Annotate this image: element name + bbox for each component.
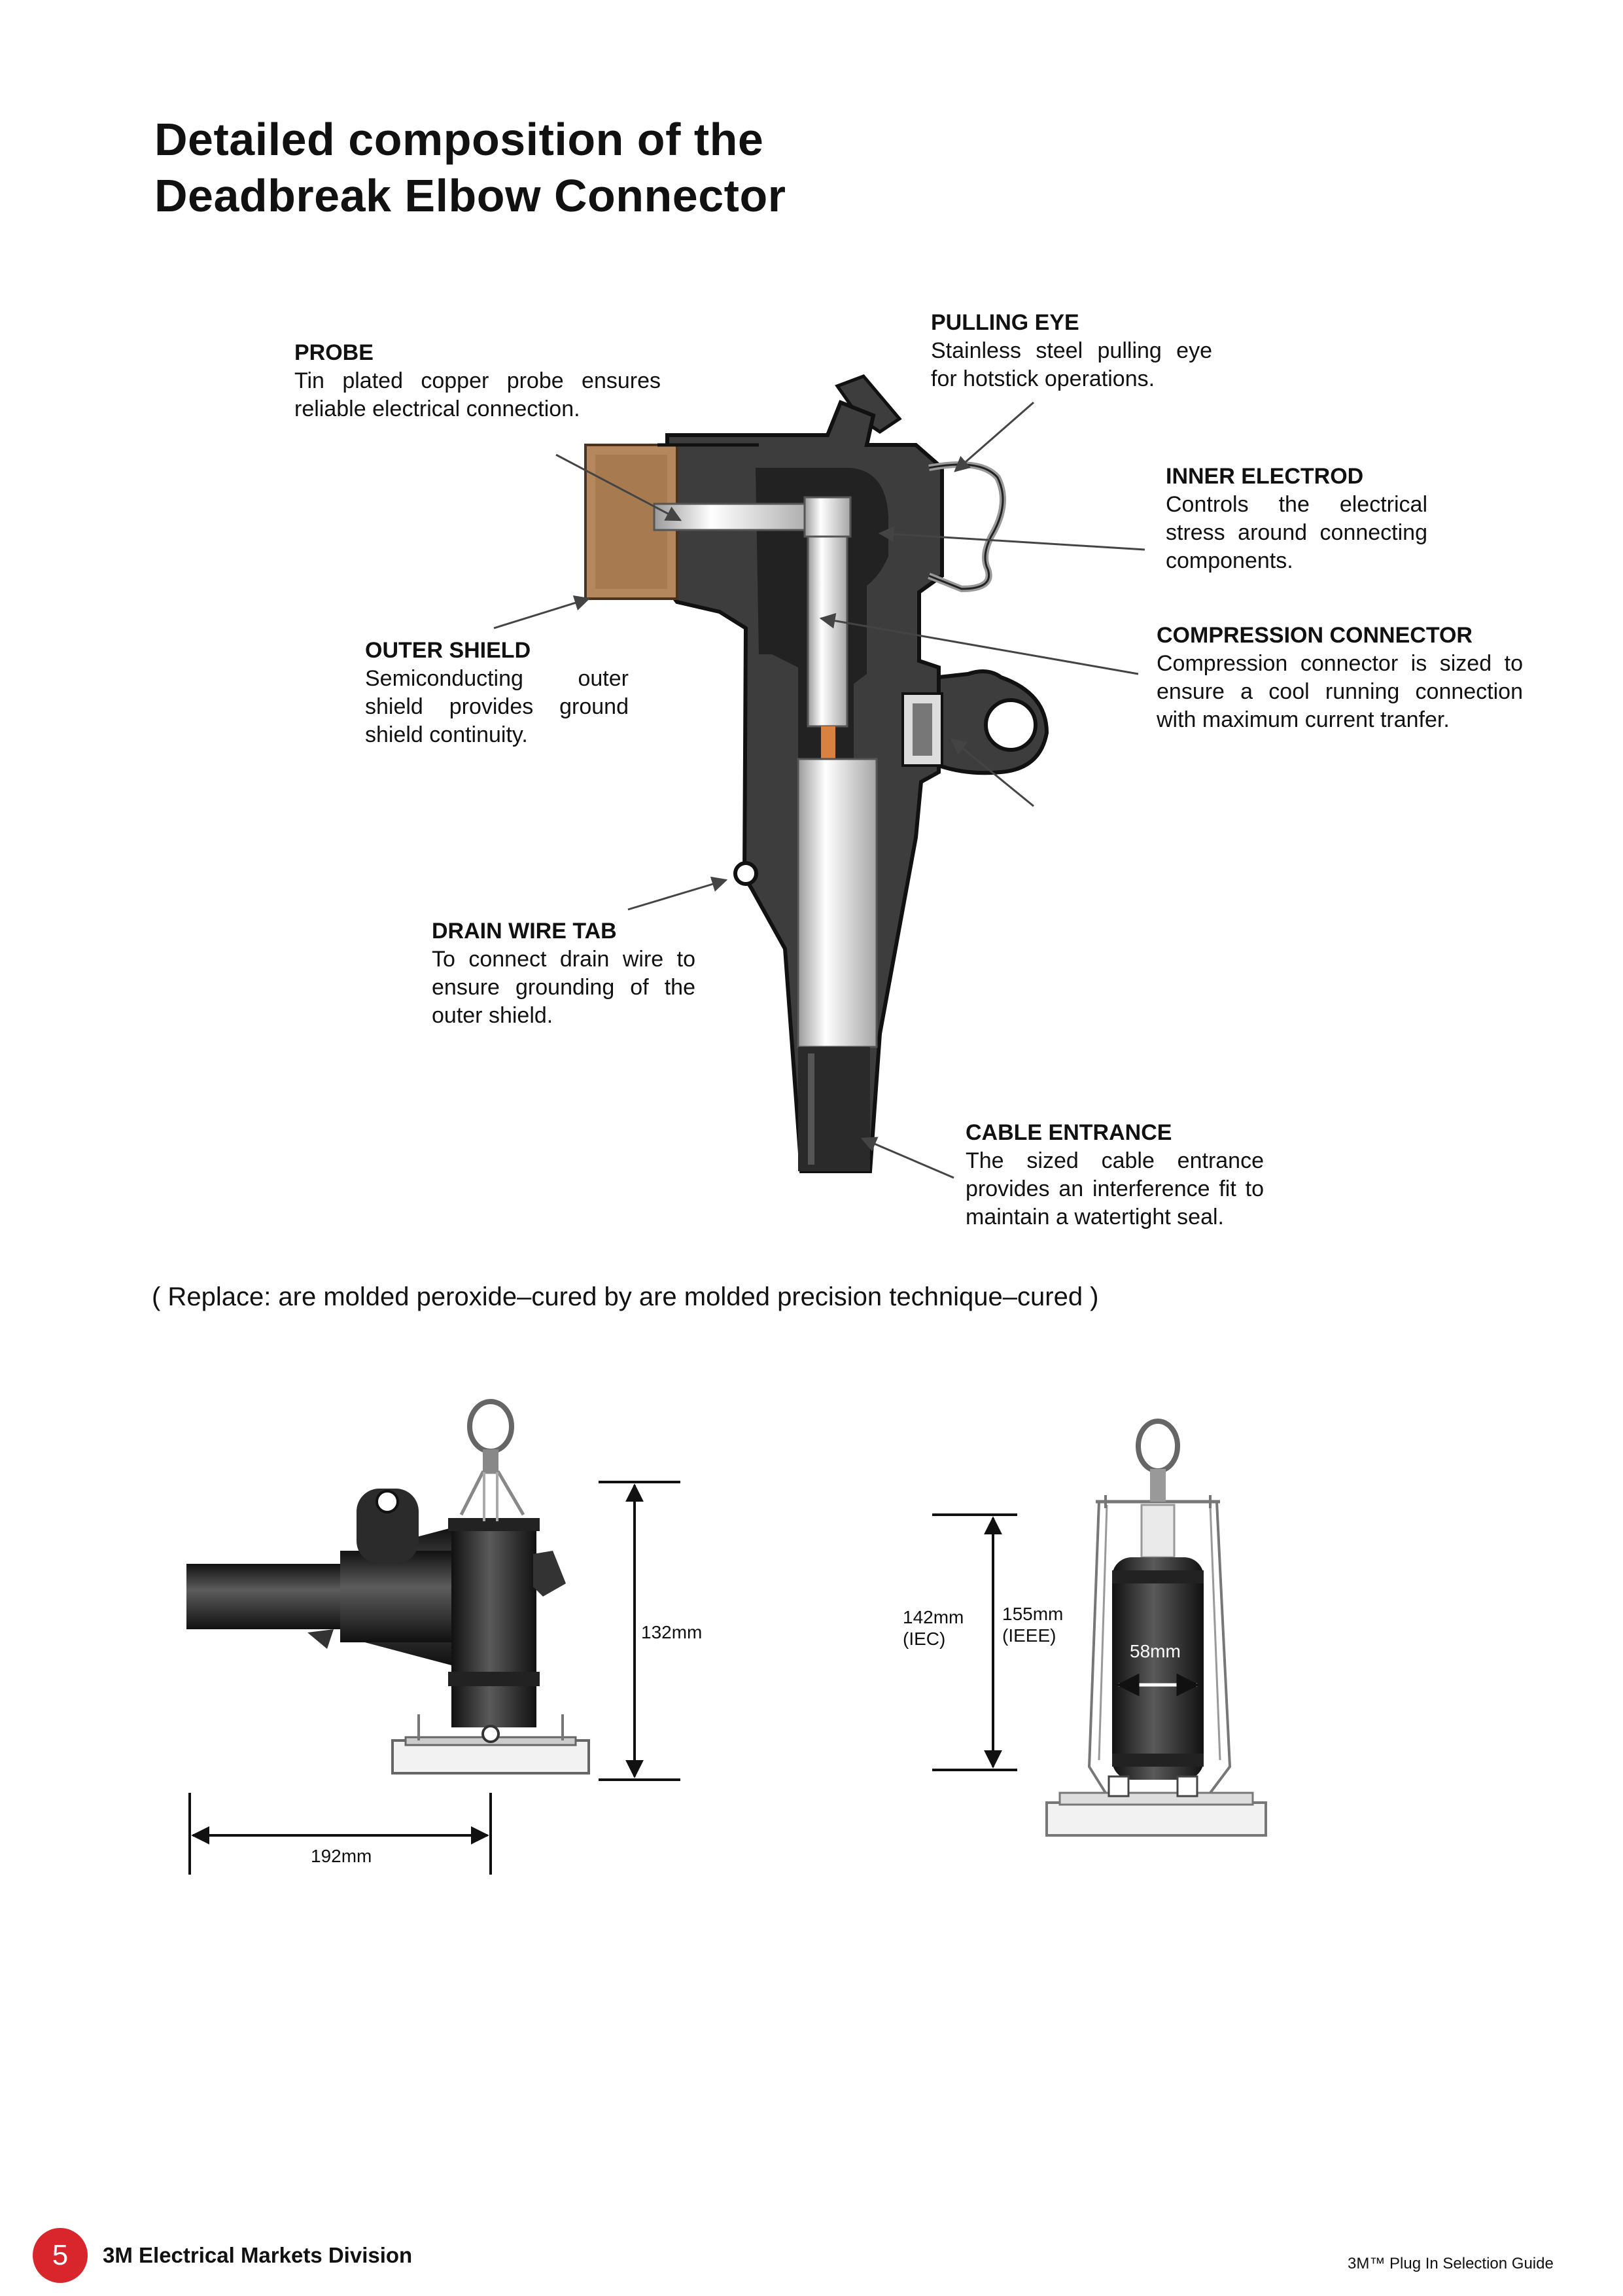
drain-wire-tab (735, 863, 756, 884)
dim-front-iec-label: (IEC) (903, 1629, 946, 1649)
side-view-product (186, 1402, 589, 1773)
callout-cable-entrance (966, 1119, 1264, 1231)
dim-front-iec (903, 1606, 964, 1650)
cable-insulation (798, 759, 877, 1047)
dim-side-height: 132mm (641, 1622, 703, 1642)
callout-outer-shield-body: Semiconducting outer shield provides ground shield continuity. (365, 666, 629, 747)
callout-pulling-eye (931, 309, 1212, 393)
footer-guide: 3M™ Plug In Selection Guide (1348, 2255, 1554, 2272)
callout-drain-wire-tab-heading: DRAIN WIRE TAB (432, 919, 617, 944)
page-title-line-2: Deadbreak Elbow Connector (154, 170, 786, 221)
dim-front-ieee-value: 155mm (1002, 1604, 1064, 1624)
callout-cable-entrance-body: The sized cable entrance provides an interference fit to maintain a watertight seal. (966, 1148, 1264, 1229)
inner-electrode (808, 537, 847, 726)
probe (654, 504, 818, 530)
callout-probe (294, 339, 661, 423)
callout-cable-entrance-heading: CABLE ENTRANCE (966, 1120, 1172, 1145)
callout-probe-body: Tin plated copper probe ensures reliable electrical connection. (294, 368, 661, 421)
callout-outer-shield-heading: OUTER SHIELD (365, 638, 531, 663)
callout-pulling-eye-heading: PULLING EYE (931, 310, 1079, 335)
callout-inner-electrode-heading: INNER ELECTROD (1166, 464, 1364, 489)
callout-drain-wire-tab-body: To connect drain wire to ensure grounding of the outer shield. (432, 947, 695, 1028)
front-view-product (1047, 1421, 1266, 1835)
page-title-line-1: Detailed composition of the (154, 114, 764, 165)
callout-compression-connector-body: Compression connector is sized to ensure a cool running connection with maximum current tranfer. (1157, 651, 1523, 732)
callout-compression-connector (1157, 622, 1523, 734)
elbow-cross-section (585, 376, 1047, 1171)
callout-drain-wire-tab (432, 917, 695, 1030)
dim-side-length: 192mm (311, 1846, 372, 1866)
callout-pulling-eye-body: Stainless steel pulling eye for hotstick operations. (931, 338, 1212, 391)
callout-inner-electrode (1166, 463, 1427, 575)
callout-compression-connector-heading: COMPRESSION CONNECTOR (1157, 623, 1473, 648)
replacement-note: ( Replace: are molded peroxide–cured by are molded precision technique–cured ) (152, 1282, 1099, 1311)
callout-inner-electrode-body: Controls the electrical stress around connecting components. (1166, 492, 1427, 573)
callout-probe-heading: PROBE (294, 340, 374, 365)
callout-outer-shield (365, 637, 629, 749)
copper-conductor (821, 726, 835, 759)
dim-front-ieee (1002, 1603, 1063, 1646)
dim-front-ieee-label: (IEEE) (1002, 1625, 1056, 1646)
footer-division: 3M Electrical Markets Division (103, 2243, 413, 2267)
dim-front-width: 58mm (1130, 1641, 1181, 1661)
page-number-badge: 5 (33, 2228, 88, 2283)
dim-front-iec-value: 142mm (903, 1607, 964, 1627)
